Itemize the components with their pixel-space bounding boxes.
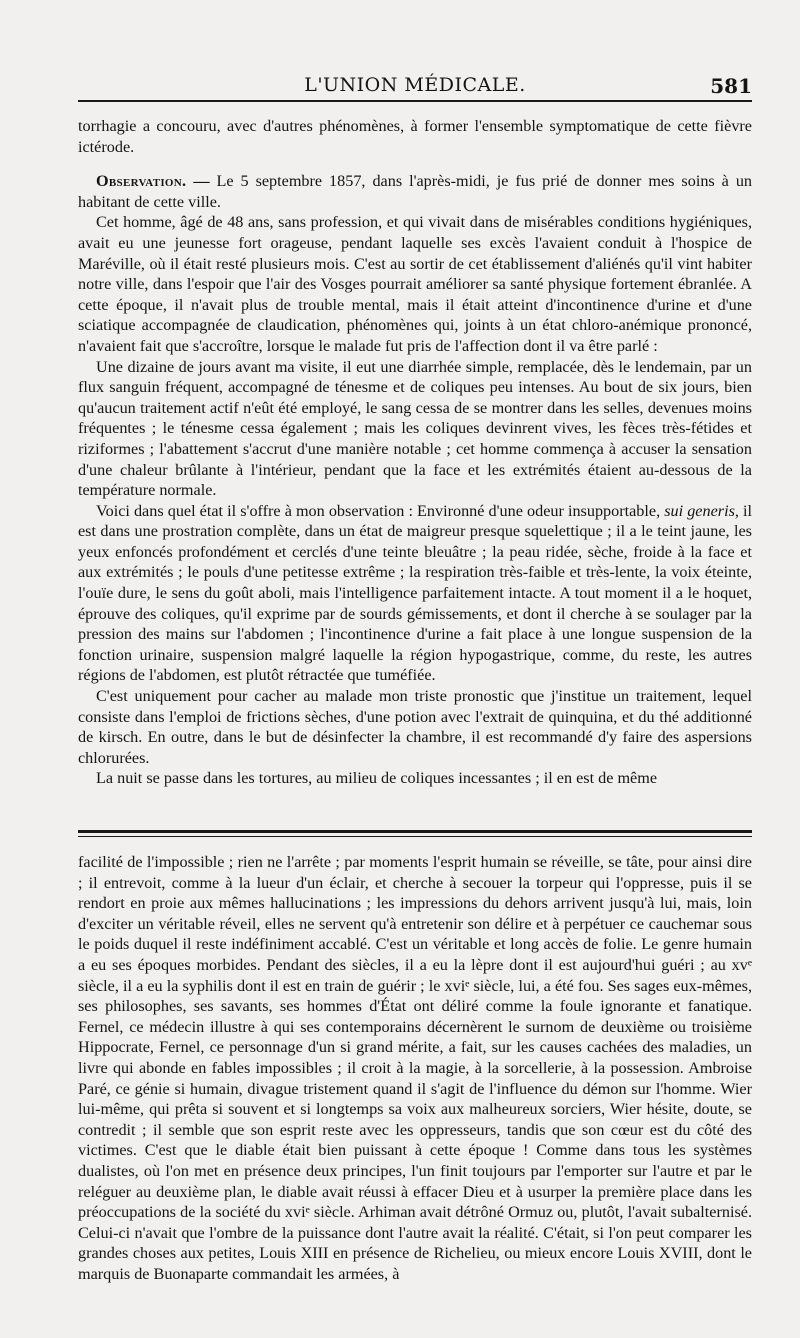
- paragraph-treatment: C'est uniquement pour cacher au malade mon triste pronostic que j'institue un traitement, lequel consiste dans l'emploi de frictions sèches, d'une potion avec l'extrait de quinquina, et du thé additionné de kirsch. En outre, dans le but de désinfecter la chambre, il est recommandé d'y faire des aspersions chlorurées.: [78, 687, 752, 767]
- section-divider-thick: [78, 830, 752, 833]
- paragraph-examination: [78, 501, 752, 686]
- examination-text-b: , il est dans une prostration complète, dans un état de maigreur presque squelettique ; il a le teint jaune, les yeux enfoncés profondément et cerclés d'une teinte bleuâtre ; la peau ridée, sèche, froide à la face et aux extrémités ; le pouls d'une petitesse extrême ; la respiration très-faible et très-lente, la voix éteinte, l'ouïe dure, le sens du goût aboli, mais l'intelligence parfaitement intacte. A tout moment il a le hoquet, éprouve des coliques, qu'il exprime par de sourds gémissements, et dont il cherche à se soulager par la pression des mains sur l'abdomen ; l'incontinence d'urine a fait place à une longue suspension de la fonction urinaire, suspension malgré laquelle la région hypogastrique, comme, du reste, les autres régions de l'abdomen, est plutôt rétractée que tuméfiée.: [78, 501, 753, 685]
- paragraph-continuation: torrhagie a concouru, avec d'autres phénomènes, à former l'ensemble symptomatique de cette fièvre ictérode.: [78, 117, 752, 156]
- running-header: [78, 68, 752, 98]
- paragraph-patient-history: Cet homme, âgé de 48 ans, sans profession, et qui vivait dans de misérables conditions hygiéniques, avait eu une jeunesse fort orageuse, pendant laquelle ses excès l'avaient conduit à l'hospice de Maréville, où il était resté plusieurs mois. C'est au sortir de cet établissement d'aliénés qu'il vint habiter notre ville, dans l'espoir que l'air des Vosges pourrait améliorer sa santé physique fortement ébranlée. A cette époque, il n'avait plus de trouble mental, mais il était atteint d'incontinence d'urine et d'une sciatique accompagnée de claudication, phénomènes qui, joints à un état chloro-anémique prononcé, n'avaient fait que s'accroître, lorsque le malade fut pris de l'affection dont il va être parlé :: [78, 213, 752, 355]
- header-rule: [78, 100, 752, 102]
- observation-paragraph: [78, 171, 752, 212]
- observation-dash: —: [186, 172, 217, 191]
- article-upper-section: [78, 116, 752, 789]
- observation-label: Observation.: [96, 172, 187, 191]
- observation-text: Le 5 septembre 1857, dans l'après-midi, je fus prié de donner mes soins à un habitant de cette ville.: [78, 172, 753, 211]
- paragraph-onset: Une dizaine de jours avant ma visite, il eut une diarrhée simple, remplacée, dès le lendemain, par un flux sanguin fréquent, accompagné de ténesme et de coliques peu intenses. Au bout de six jours, bien qu'aucun traitement actif n'eût été employé, le sang cessa de se montrer dans les selles, devenues moins fréquentes ; le ténesme cessa également ; mais les coliques devinrent vives, les fèces très-fétides et riziformes ; l'abattement s'accrut d'une manière notable ; cet homme commença à accuser la sensation d'une chaleur brûlante à l'intérieur, pendant que la face et les extrémités étaient au-dessous de la température normale.: [78, 357, 752, 500]
- examination-text-a: Voici dans quel état il s'offre à mon observation : Environné d'une odeur insupportable,: [96, 501, 665, 520]
- page-number: 581: [710, 74, 752, 98]
- paragraph-night: La nuit se passe dans les tortures, au milieu de coliques incessantes ; il en est de même: [96, 769, 658, 788]
- examination-italic: sui generis: [664, 501, 735, 520]
- feuilleton-paragraph: facilité de l'impossible ; rien ne l'arrête ; par moments l'esprit humain se réveille, se tâte, pour ainsi dire ; il entrevoit, comme à la lueur d'un éclair, et cherche à secouer la torpeur qui l'oppresse, puis il se rendort en proie aux mêmes hallucinations ; les impressions du dehors arrivent jusqu'à lui, mais, loin d'exciter un véritable réveil, elles ne servent qu'à entretenir son délire et à perpétuer ce cauchemar sous le poids duquel il reste indéfiniment accablé. C'est un véritable et long accès de folie. Le genre humain a eu ses époques morbides. Pendant des siècles, il a eu la lèpre dont il est aujourd'hui guéri ; au xvᵉ siècle, il a eu la syphilis dont il est en train de guérir ; le xviᵉ siècle, lui, a été fou. Ses sages eux-mêmes, ses philosophes, ses savants, ses hommes d'État ont déliré comme la foule ignorante et fanatique. Fernel, ce médecin illustre à qui ses contemporains décernèrent le surnom de deuxième ou troisième Hippocrate, Fernel, ce personnage d'un si grand mérite, a fait, sur les causes cachées des maladies, un livre qui abonde en fables impossibles ; il croit à la magie, à la sorcellerie, à la possession. Ambroise Paré, ce génie si humain, divague tristement quand il s'agit de l'influence du démon sur l'homme. Wier lui-même, qui prêta si souvent et si longtemps sa voix aux malheureux sorciers, Wier hésite, doute, se contredit ; il semble que son esprit reste avec les oppresseurs, tandis que son cœur est du côté des victimes. C'est que le diable était bien puissant à cette époque ! Comme dans tous les systèmes dualistes, où l'on met en présence deux principes, l'un finit toujours par l'emporter sur l'autre et par le reléguer au deuxième plan, le diable avait réussi à effacer Dieu et à usurper la première place dans les préoccupations de la société du xviᵉ siècle. Arhiman avait détrôné Ormuz ou, plutôt, l'avait subalternisé. Celui-ci n'avait que l'ombre de la puissance dont l'autre avait la réalité. C'était, si l'on peut comparer les grandes choses aux petites, Louis XIII en présence de Richelieu, ou mieux encore Louis XVIII, dont le marquis de Buonaparte commandait les armées, à: [78, 853, 752, 1283]
- section-divider-thin: [78, 836, 752, 837]
- journal-title: L'UNION MÉDICALE.: [304, 74, 526, 96]
- feuilleton-section: [78, 852, 752, 1284]
